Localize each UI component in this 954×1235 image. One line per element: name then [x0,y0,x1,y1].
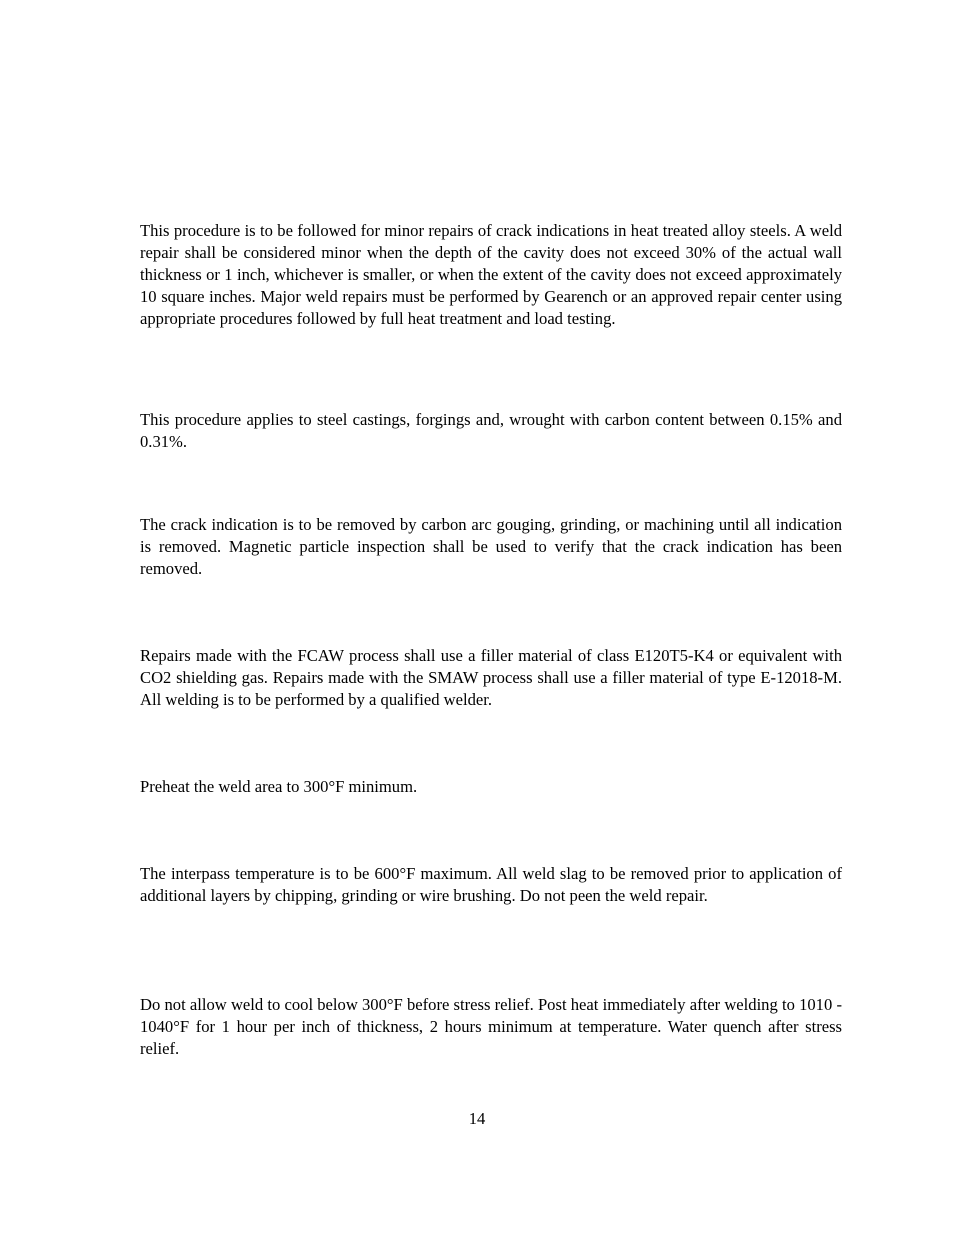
page-number: 14 [468,1109,486,1128]
paragraph-interpass-temperature: The interpass temperature is to be 600°F maximum. All weld slag to be removed prior to application of additional layers by chipping, grinding or wire brushing. Do not peen the weld repair. [140,864,842,905]
paragraph-preheat: Preheat the weld area to 300°F minimum. [140,777,418,796]
paragraph-filler-material: Repairs made with the FCAW process shall use a filler material of class E120T5-K4 or equivalent with CO2 shielding gas. Repairs made with the SMAW process shall use a filler material of type E-12018-M. All welding is to be performed by a qualified welder. [140,646,842,709]
paragraph-crack-removal: The crack indication is to be removed by carbon arc gouging, grinding, or machining until all indication is removed. Magnetic particle inspection shall be used to verify that the crack indication has been removed. [140,515,842,578]
paragraph-scope: This procedure is to be followed for minor repairs of crack indications in heat treated alloy steels. A weld repair shall be considered minor when the depth of the cavity does not exceed 30% of the actual wall thickness or 1 inch, whichever is smaller, or when the extent of the cavity does not exceed approximately 10 square inches. Major weld repairs must be performed by Gearench or an approved repair center using appropriate procedures followed by full heat treatment and load testing. [140,221,842,328]
paragraph-post-heat: Do not allow weld to cool below 300°F before stress relief. Post heat immediately after welding to 1010 - 1040°F for 1 hour per inch of thickness, 2 hours minimum at temperature. Water quench after stress relief. [140,995,842,1058]
paragraph-applicability: This procedure applies to steel castings, forgings and, wrought with carbon content between 0.15% and 0.31%. [140,410,842,451]
